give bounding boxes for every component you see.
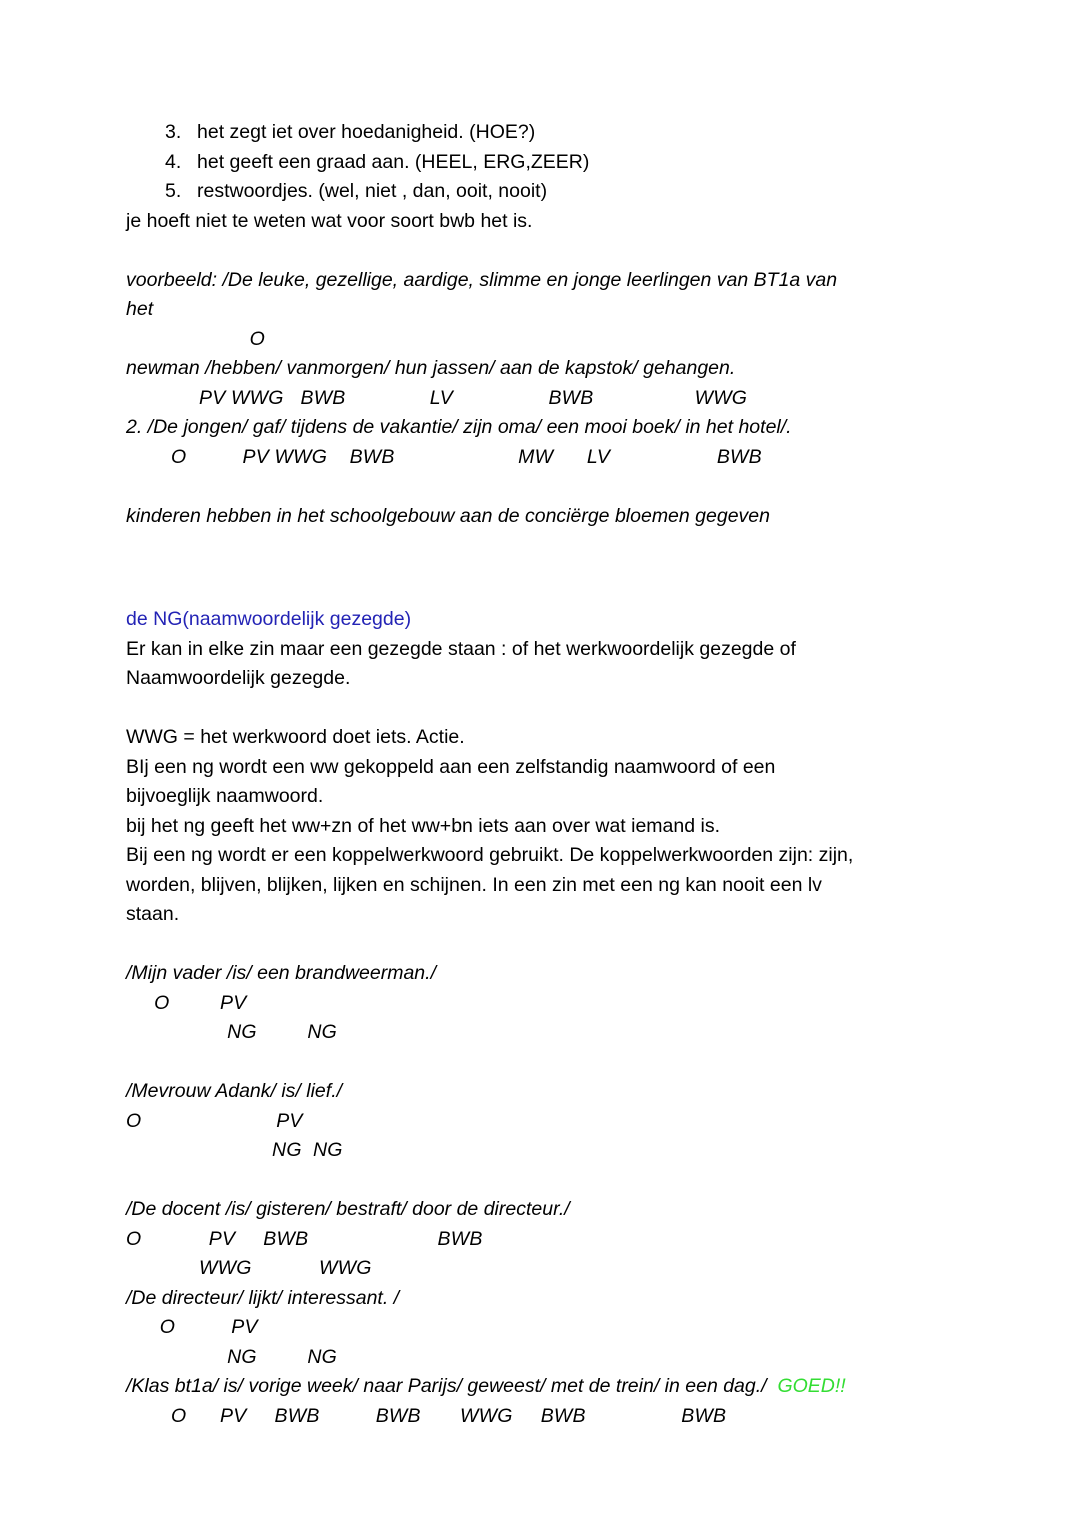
list-item-text: het geeft een graad aan. (HEEL, ERG,ZEER) <box>197 150 590 173</box>
after-list-line: je hoeft niet te weten wat voor soort bwb het is. <box>126 209 533 232</box>
example6-label-row-1: O PV <box>126 1316 258 1338</box>
example1-label-row-2: PV WWG BWB LV BWB WWG <box>126 386 748 409</box>
ng-heading: de NG(naamwoordelijk gezegde) <box>126 608 412 630</box>
example4-sentence: /Mevrouw Adank/ is/ lief./ <box>126 1080 343 1102</box>
ng-intro-line-1: Er kan in elke zin maar een gezegde staan : of het werkwoordelijk gezegde of <box>126 637 796 660</box>
spacer <box>126 1048 954 1078</box>
spacer <box>126 1166 954 1196</box>
list-item <box>126 177 954 207</box>
numbered-list <box>126 118 954 207</box>
example3-sentence: /Mijn vader /is/ een brandweerman./ <box>126 962 436 984</box>
list-item <box>126 118 954 148</box>
example3-label-row-1: O PV <box>126 991 247 1014</box>
list-item-text: het zegt iet over hoedanigheid. (HOE?) <box>197 121 536 143</box>
example1-sentence-line-1: voorbeeld: /De leuke, gezellige, aardige, slimme en jonge leerlingen van BT1a van <box>126 268 838 291</box>
example4-label-row-2: NG NG <box>126 1139 343 1161</box>
list-item-number: 5. <box>165 180 182 202</box>
free-sentence: kinderen hebben in het schoolgebouw aan de conciërge bloemen gegeven <box>126 504 770 527</box>
document-body <box>126 118 954 1431</box>
example7-sentence: /Klas bt1a/ is/ vorige week/ naar Parijs/ geweest/ met de trein/ in een dag./ <box>126 1375 767 1397</box>
example5-sentence: /De docent /is/ gisteren/ bestraft/ door de directeur./ <box>126 1198 570 1220</box>
spacer <box>126 590 954 605</box>
example3-label-row-2: NG NG <box>126 1021 337 1043</box>
ng-body-line-7: staan. <box>126 903 180 925</box>
ng-body-line-4: bij het ng geeft het ww+zn of het ww+bn iets aan over wat iemand is. <box>126 814 721 837</box>
example2-sentence: 2. /De jongen/ gaf/ tijdens de vakantie/ zijn oma/ een mooi boek/ in het hotel/. <box>126 416 792 438</box>
ng-body-line-2: BIj een ng wordt een ww gekoppeld aan een zelfstandig naamwoord of een <box>126 755 776 778</box>
ng-body-line-5: Bij een ng wordt er een koppelwerkwoord gebruikt. De koppelwerkwoorden zijn: zijn, <box>126 844 854 866</box>
spacer <box>126 694 954 724</box>
example1-sentence-line-2: het <box>126 298 154 320</box>
example1-sentence-line-3: newman /hebben/ vanmorgen/ hun jassen/ aan de kapstok/ gehangen. <box>126 357 736 379</box>
ng-intro-line-2: Naamwoordelijk gezegde. <box>126 667 351 689</box>
example1-label-row-1: O <box>126 327 265 350</box>
spacer <box>126 930 954 960</box>
list-item-number: 4. <box>165 150 182 173</box>
ng-body-line-1: WWG = het werkwoord doet iets. Actie. <box>126 726 465 748</box>
list-item <box>126 148 954 178</box>
spacer <box>126 236 954 266</box>
example6-sentence: /De directeur/ lijkt/ interessant. / <box>126 1286 400 1309</box>
example5-label-row-2: WWG WWG <box>126 1257 372 1279</box>
spacer <box>126 531 954 561</box>
example7-sentence-row <box>126 1372 954 1402</box>
ng-body-line-6: worden, blijven, blijken, lijken en schijnen. In een zin met een ng kan nooit een lv <box>126 873 822 896</box>
spacer <box>126 561 954 591</box>
example2-label-row: O PV WWG BWB MW LV BWB <box>126 445 762 468</box>
list-item-number: 3. <box>165 121 182 143</box>
example5-label-row-1: O PV BWB BWB <box>126 1227 483 1250</box>
list-item-text: restwoordjes. (wel, niet , dan, ooit, nooit) <box>197 180 548 202</box>
example7-label-row: O PV BWB BWB WWG BWB BWB <box>126 1404 727 1427</box>
ng-body-line-3: bijvoeglijk naamwoord. <box>126 785 324 807</box>
spacer <box>126 472 954 502</box>
example6-label-row-2: NG NG <box>126 1345 337 1368</box>
example7-verdict-badge: GOED!! <box>777 1375 846 1397</box>
example4-label-row-1: O PV <box>126 1109 303 1132</box>
